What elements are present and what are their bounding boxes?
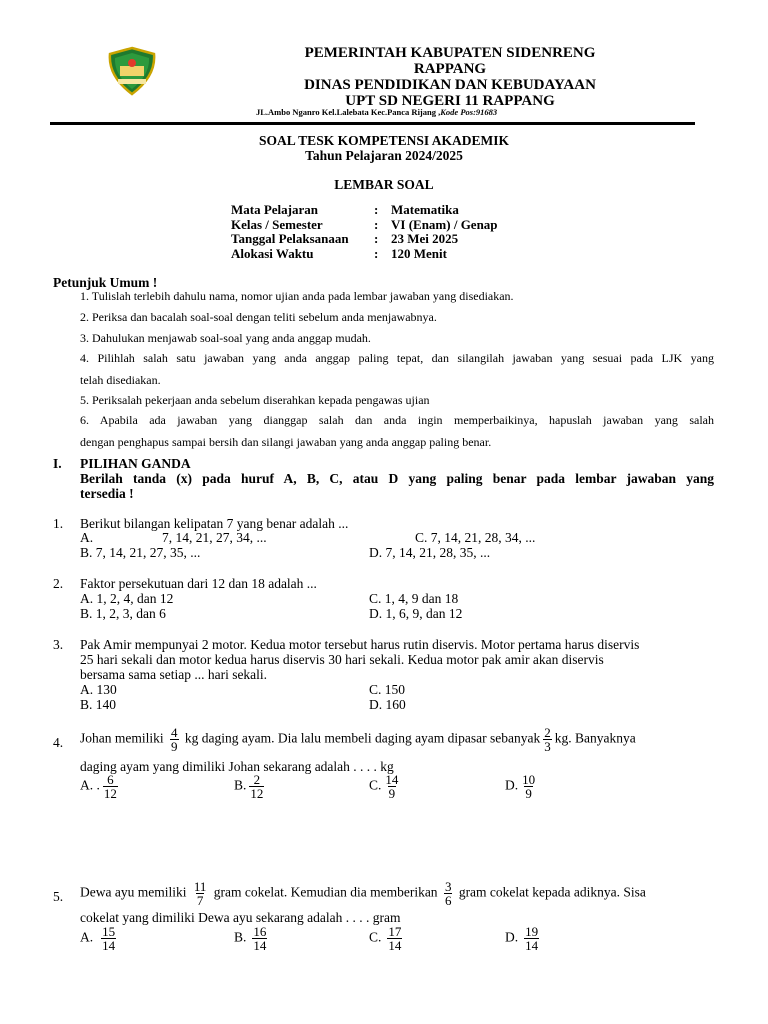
q5-text-3: gram cokelat kepada adiknya. Sisa	[458, 884, 646, 900]
option-fraction	[103, 773, 118, 800]
denominator: 14	[525, 938, 539, 953]
info-label: Kelas / Semester	[231, 216, 323, 232]
option-fraction	[249, 773, 264, 800]
q2-number: 2.	[53, 576, 64, 591]
q3-line-1: Pak Amir mempunyai 2 motor. Kedua motor tersebut harus rutin diservis. Motor pertama harus diservis	[80, 637, 640, 652]
denominator: 6	[444, 893, 452, 908]
q5-text-1: Dewa ayu memiliki	[80, 884, 187, 900]
q4-option-b	[234, 773, 267, 800]
header-line-2: RAPPANG	[413, 61, 487, 77]
option-letter: C.	[369, 929, 382, 945]
q3-option-c: C. 150	[369, 682, 406, 697]
denominator: 7	[196, 893, 204, 908]
option-fraction	[521, 773, 536, 800]
info-value: 23 Mei 2025	[391, 231, 459, 246]
info-row	[231, 203, 498, 218]
q4-number: 4.	[53, 735, 64, 750]
q2-option-c: C. 1, 4, 9 dan 18	[369, 591, 459, 606]
numerator: 19	[525, 924, 539, 939]
numerator: 15	[102, 924, 116, 939]
q5-option-d	[505, 925, 542, 952]
q5-text-2: gram cokelat. Kemudian dia memberikan	[213, 884, 438, 900]
numerator: 11	[193, 879, 207, 894]
instruction-2: 2. Periksa dan bacalah soal-soal dengan teliti sebelum anda menjawabnya.	[80, 310, 437, 324]
info-value: Matematika	[391, 202, 459, 217]
numerator: 14	[385, 772, 399, 787]
header-rule	[50, 122, 695, 125]
numerator: 17	[388, 924, 402, 939]
q4-text-2: kg daging ayam. Dia lalu membeli daging ayam dipasar sebanyak	[184, 730, 541, 746]
q5-line-1	[80, 880, 646, 907]
section-subtitle-1: Berilah tanda (x) pada huruf A, B, C, atau D yang paling benar pada lembar jawaban yang	[80, 471, 714, 486]
denominator: 9	[171, 739, 178, 754]
q2-text: Faktor persekutuan dari 12 dan 18 adalah ...	[80, 576, 317, 591]
q3-number: 3.	[53, 637, 64, 652]
numerator: 2	[544, 725, 551, 740]
option-letter: B.	[234, 929, 247, 945]
q1-option-b: B. 7, 14, 21, 27, 35, ...	[80, 545, 201, 560]
q3-option-d: D. 160	[369, 697, 406, 712]
instruction-4b: telah disediakan.	[80, 373, 161, 387]
q4-option-a	[80, 773, 121, 800]
q5-option-a	[80, 925, 119, 952]
title-line-3: LEMBAR SOAL	[334, 177, 434, 192]
denominator: 12	[103, 786, 117, 801]
q1-number: 1.	[53, 516, 64, 531]
info-row	[231, 247, 498, 262]
denominator: 3	[544, 739, 551, 754]
q5-line-2: cokelat yang dimiliki Dewa ayu sekarang adalah . . . . gram	[80, 910, 401, 925]
header-line-4: UPT SD NEGERI 11 RAPPANG	[345, 93, 555, 109]
q3-line-3: bersama sama setiap ... hari sekali.	[80, 667, 268, 682]
numerator: 2	[253, 772, 261, 787]
option-letter: D.	[505, 929, 519, 945]
info-row	[231, 232, 498, 247]
numerator: 3	[444, 879, 452, 894]
q3-line-2: 25 hari sekali dan motor kedua harus diservis 30 hari sekali. Kedua motor pak amir akan diservis	[80, 652, 604, 667]
q1-option-a: 7, 14, 21, 27, 34, ...	[162, 530, 267, 545]
denominator: 14	[102, 938, 116, 953]
q5-number: 5.	[53, 889, 64, 904]
option-fraction	[101, 925, 116, 952]
denominator: 12	[250, 786, 264, 801]
q2-option-a: A. 1, 2, 4, dan 12	[80, 591, 174, 606]
q4-text-3: kg. Banyaknya	[554, 730, 636, 746]
option-letter: D.	[505, 777, 519, 793]
option-fraction	[252, 925, 267, 952]
q4-option-c	[369, 773, 402, 800]
q5-option-c	[369, 925, 405, 952]
section-subtitle-2: tersedia !	[80, 486, 134, 501]
q3-option-b: B. 140	[80, 697, 117, 712]
instruction-5: 5. Periksalah pekerjaan anda sebelum diserahkan kepada pengawas ujian	[80, 393, 430, 407]
instruction-4a: 4. Pilihlah salah satu jawaban yang anda anggap paling tepat, dan silangilah jawaban yang sesuai pada LJK yang	[80, 351, 714, 365]
q4-fraction-1	[170, 726, 179, 753]
header-line-3: DINAS PENDIDIKAN DAN KEBUDAYAAN	[304, 77, 596, 93]
school-logo	[104, 46, 160, 96]
info-label: Alokasi Waktu	[231, 245, 314, 261]
instruction-6b: dengan penghapus sampai bersih dan silangi jawaban yang anda anggap paling benar.	[80, 435, 492, 449]
numerator: 4	[171, 725, 178, 740]
option-fraction	[524, 925, 539, 952]
q1-option-c: C. 7, 14, 21, 28, 34, ...	[415, 530, 536, 545]
q2-option-b: B. 1, 2, 3, dan 6	[80, 606, 166, 621]
info-sep: :	[374, 202, 379, 217]
q1-option-a-letter: A.	[80, 530, 94, 545]
option-fraction	[387, 925, 402, 952]
numerator: 10	[522, 772, 536, 787]
info-sep: :	[374, 245, 379, 261]
denominator: 14	[253, 938, 267, 953]
info-sep: :	[374, 231, 379, 246]
option-fraction	[384, 773, 399, 800]
denominator: 14	[388, 938, 402, 953]
exam-info-table	[231, 203, 498, 261]
q4-text-1: Johan memiliki	[80, 730, 164, 746]
q3-option-a: A. 130	[80, 682, 117, 697]
info-label: Tanggal Pelaksanaan	[231, 231, 349, 246]
info-value: VI (Enam) / Genap	[391, 216, 498, 232]
section-title: PILIHAN GANDA	[80, 456, 191, 471]
q4-fraction-2	[543, 726, 552, 753]
option-letter: A. .	[80, 777, 100, 793]
numerator: 16	[253, 924, 267, 939]
denominator: 9	[388, 786, 396, 801]
q4-line-2: daging ayam yang dimiliki Johan sekarang adalah . . . . kg	[80, 759, 394, 774]
denominator: 9	[525, 786, 532, 801]
q1-text: Berikut bilangan kelipatan 7 yang benar adalah ...	[80, 516, 349, 531]
info-sep: :	[374, 216, 379, 232]
instruction-1: 1. Tulislah terlebih dahulu nama, nomor ujian anda pada lembar jawaban yang disediakan.	[80, 289, 514, 303]
q5-fraction-1	[193, 880, 208, 907]
instruction-6a: 6. Apabila ada jawaban yang dianggap salah dan anda ingin memperbaikinya, hapuslah jawaban yang salah	[80, 413, 714, 427]
address-main: JL.Ambo Nganro Kel.Lalebata Kec.Panca Rijang ,	[256, 107, 441, 117]
header-address	[256, 107, 497, 117]
q4-line-1	[80, 726, 636, 753]
numerator: 6	[107, 772, 114, 787]
title-line-2: Tahun Pelajaran 2024/2025	[305, 148, 463, 163]
option-letter: B.	[234, 777, 247, 793]
q5-option-b	[234, 925, 270, 952]
q1-option-d: D. 7, 14, 21, 28, 35, ...	[369, 545, 491, 560]
header-line-1: PEMERINTAH KABUPATEN SIDENRENG	[304, 45, 596, 61]
q4-option-d	[505, 773, 539, 800]
q5-fraction-2	[444, 880, 453, 907]
info-label: Mata Pelajaran	[231, 202, 319, 217]
section-number: I.	[53, 456, 62, 471]
title-line-1: SOAL TESK KOMPETENSI AKADEMIK	[259, 133, 509, 148]
info-value: 120 Menit	[391, 245, 447, 261]
info-row	[231, 218, 498, 233]
instruction-3: 3. Dahulukan menjawab soal-soal yang anda anggap mudah.	[80, 331, 371, 345]
option-letter: C.	[369, 777, 382, 793]
q2-option-d: D. 1, 6, 9, dan 12	[369, 606, 463, 621]
instructions-heading: Petunjuk Umum !	[53, 275, 158, 290]
address-postcode: Kode Pos:91683	[440, 107, 498, 117]
option-letter: A.	[80, 929, 94, 945]
